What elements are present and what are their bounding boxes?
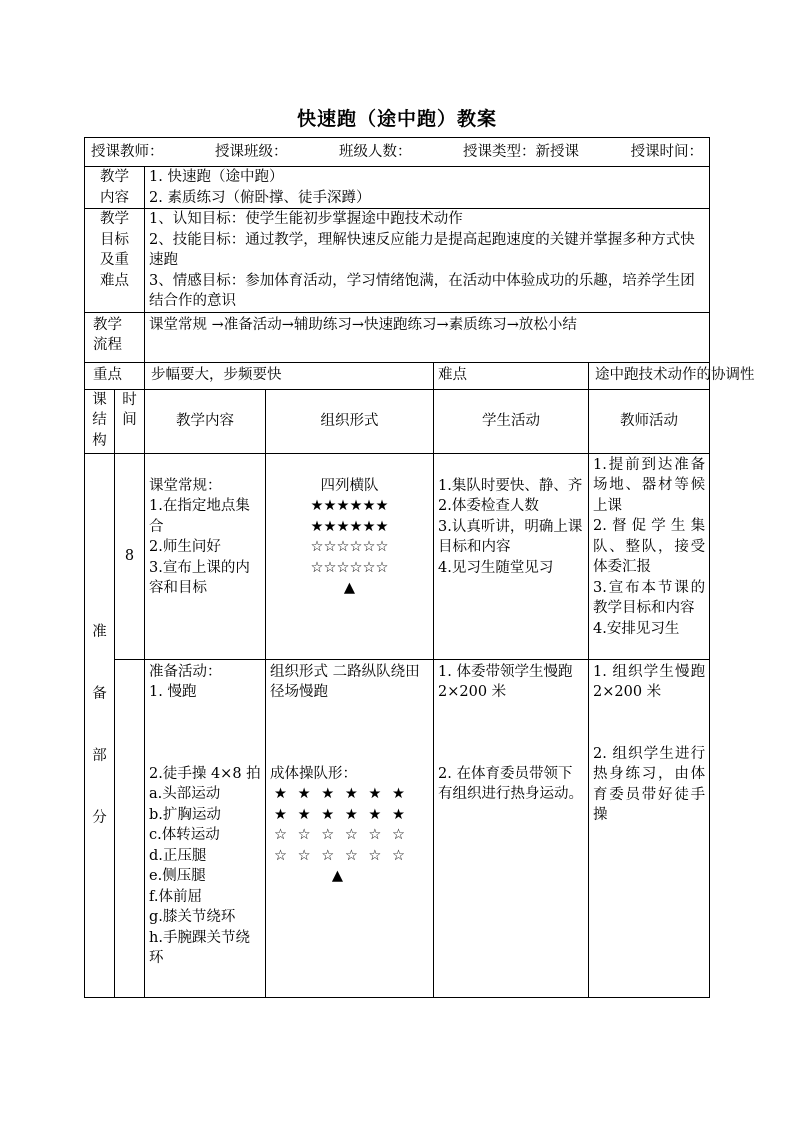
difficulty-label: 难点: [434, 362, 589, 389]
warmup-content: h.手腕踝关节绕环: [149, 929, 250, 966]
count-field: 班级人数：: [339, 143, 412, 160]
key-row: [85, 362, 710, 389]
routine-teacher: 4.安排见习生: [593, 620, 680, 637]
warmup-content: f.体前屈: [149, 888, 202, 905]
part-label: 准 备 部 分: [85, 453, 115, 997]
warmup-row: [85, 659, 710, 997]
routine-student: 1.集队时要快、静、齐: [438, 477, 583, 494]
goals-row: [85, 209, 710, 313]
content-row: [85, 167, 710, 209]
goal-item: 1、认知目标：使学生能初步掌握途中跑技术动作: [149, 211, 463, 227]
formation-row: ★★★★★★: [310, 498, 389, 514]
difficulty-text: 途中跑技术动作的协调性: [589, 362, 710, 389]
routine-org-title: 四列横队: [320, 477, 379, 494]
warmup-content: a.头部运动: [149, 786, 221, 802]
col-content: 教学内容: [145, 389, 266, 453]
formation-row: ☆ ☆ ☆ ☆ ☆ ☆: [274, 827, 409, 843]
warmup-content: d.正压腿: [149, 847, 207, 864]
formation-row: ★★★★★★: [310, 518, 389, 535]
time-field: 授课时间：: [630, 143, 704, 160]
formation-row: ☆☆☆☆☆☆: [310, 539, 389, 555]
routine-content: 3.宣布上课的内容和目标: [149, 559, 250, 596]
warmup-content: 1. 慢跑: [149, 684, 197, 700]
header-row: [85, 138, 710, 167]
formation-row: ★ ★ ★ ★ ★ ★: [274, 786, 409, 802]
formation-row: ☆☆☆☆☆☆: [310, 559, 389, 576]
col-time: 时间: [115, 389, 145, 453]
warmup-content: 准备活动：: [149, 663, 222, 680]
formation-row: ☆ ☆ ☆ ☆ ☆ ☆: [274, 847, 409, 864]
col-org: 组织形式: [266, 389, 434, 453]
warmup-content: 2.徒手操 4×8 拍: [149, 765, 261, 782]
page-title: 快速跑（途中跑）教案: [296, 108, 497, 130]
warmup-content: g.膝关节绕环: [149, 909, 236, 925]
type-field: 授课类型：新授课: [463, 143, 580, 160]
flow-label: 教学流程: [85, 312, 145, 362]
warmup-student: 1. 体委带领学生慢跑 2×200 米: [438, 663, 573, 700]
lesson-plan-table: [84, 137, 755, 998]
goal-item: 3、情感目标：参加体育活动，学习情绪饱满，在活动中体验成功的乐趣，培养学生团结合作的意识: [149, 272, 695, 309]
class-field: 授课班级：: [215, 143, 288, 160]
routine-content: 2.师生问好: [149, 539, 221, 555]
flow-row: [85, 312, 710, 362]
routine-student: 4.见习生随堂见习: [438, 559, 554, 576]
warmup-org-title: 成体操队形：: [270, 765, 357, 782]
flow-text: 课堂常规 →准备活动→辅助练习→快速跑练习→素质练习→放松小结: [145, 312, 710, 362]
key-label: 重点: [85, 362, 145, 389]
col-structure: 课结构: [85, 389, 115, 453]
goal-item: 2、技能目标：通过教学，理解快速反应能力是提高起跑速度的关键并掌握多种方式快速跑: [149, 231, 695, 268]
warmup-org: 组织形式 二路纵队绕田径场慢跑: [270, 663, 420, 700]
col-teacher: 教师活动: [589, 389, 710, 453]
routine-student: 2.体委检查人数: [438, 498, 539, 514]
routine-content: 1.在指定地点集合: [149, 498, 250, 535]
content-item: 2. 素质练习（俯卧撑、徒手深蹲）: [149, 189, 371, 206]
goals-label: 教学目标及重难点: [85, 209, 145, 313]
routine-student: 3.认真听讲，明确上课目标和内容: [438, 518, 583, 555]
col-student: 学生活动: [434, 389, 589, 453]
routine-content: 课堂常规：: [149, 477, 222, 494]
warmup-content: b.扩胸运动: [149, 806, 221, 823]
warmup-teacher: 1. 组织学生慢跑 2×200 米: [593, 663, 706, 700]
teacher-position-icon: ▲: [343, 580, 356, 596]
teacher-field: 授课教师：: [91, 143, 164, 160]
content-label: 教学内容: [85, 167, 145, 209]
warmup-content: e.侧压腿: [149, 868, 206, 884]
key-text: 步幅要大，步频要快: [145, 362, 434, 389]
content-item: 1. 快速跑（途中跑）: [149, 169, 284, 185]
section-time: 8: [115, 453, 145, 659]
routine-teacher: 3.宣布本节课的教学目标和内容: [593, 579, 706, 616]
routine-teacher: 2.督促学生集队、整队，接受体委汇报: [593, 518, 706, 575]
column-header-row: [85, 389, 710, 453]
warmup-teacher: 2. 组织学生进行热身练习，由体育委员带好徒手操: [593, 745, 706, 823]
formation-row: ★ ★ ★ ★ ★ ★: [274, 806, 409, 823]
routine-teacher: 1.提前到达准备场地、器材等候上课: [593, 456, 706, 514]
warmup-content: c.体转运动: [149, 827, 220, 843]
routine-row: [85, 453, 710, 659]
section-time-continued: [115, 659, 145, 997]
teacher-position-icon: ▲: [331, 868, 344, 884]
warmup-student: 2. 在体育委员带领下有组织进行热身运动。: [438, 765, 583, 802]
